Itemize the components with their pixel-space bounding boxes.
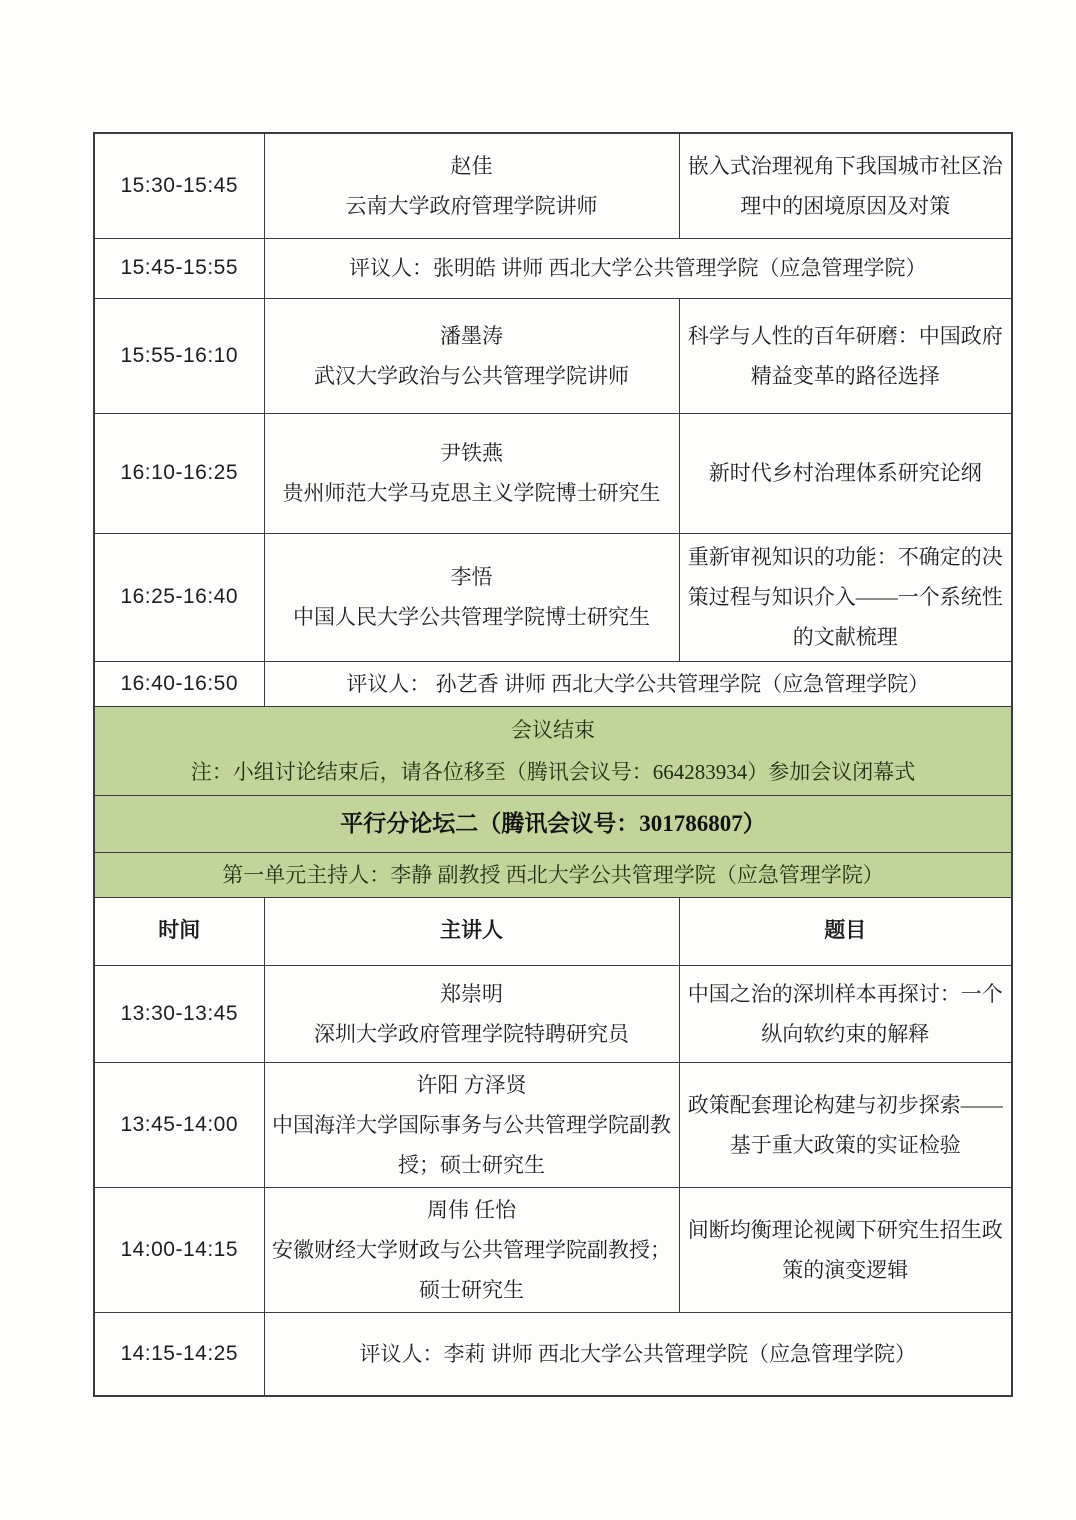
review-row [94,1312,1012,1396]
session-row [94,133,1012,238]
speaker-affiliation: 武汉大学政治与公共管理学院讲师 [314,363,629,388]
session-row [94,965,1012,1062]
time-cell: 16:10-16:25 [94,413,264,533]
topic-cell: 间断均衡理论视阈下研究生招生政策的演变逻辑 [679,1187,1012,1312]
speaker-affiliation: 云南大学政府管理学院讲师 [345,193,598,218]
header-topic: 题目 [679,897,1012,965]
speaker-cell [264,1062,679,1187]
closing-title: 会议结束 [511,717,595,742]
topic-cell: 中国之治的深圳样本再探讨：一个纵向软约束的解释 [679,965,1012,1062]
session-row [94,413,1012,533]
speaker-affiliation: 中国人民大学公共管理学院博士研究生 [293,605,650,629]
forum2-banner-row [94,795,1012,852]
speaker-cell [264,133,679,238]
closing-note: 注：小组讨论结束后，请各位移至（腾讯会议号：664283934）参加会议闭幕式 [190,759,916,784]
topic-cell: 政策配套理论构建与初步探索——基于重大政策的实证检验 [679,1062,1012,1187]
session-row [94,533,1012,661]
closing-notice-cell [94,706,1012,795]
speaker-affiliation: 安徽财经大学财政与公共管理学院副教授；硕士研究生 [272,1237,671,1302]
forum2-moderator: 第一单元主持人：李静 副教授 西北大学公共管理学院（应急管理学院） [94,852,1012,897]
speaker-affiliation: 中国海洋大学国际事务与公共管理学院副教授；硕士研究生 [272,1112,671,1177]
session-row [94,1187,1012,1312]
speaker-name: 李悟 [450,565,493,589]
speaker-cell [264,298,679,413]
closing-notice-row [94,706,1012,795]
time-cell: 15:45-15:55 [94,238,264,298]
time-cell: 13:45-14:00 [94,1062,264,1187]
forum2-banner: 平行分论坛二（腾讯会议号：301786807） [94,795,1012,852]
review-row [94,661,1012,706]
header-time: 时间 [94,897,264,965]
speaker-name: 周伟 任怡 [426,1197,517,1222]
session-row [94,1062,1012,1187]
time-cell: 14:15-14:25 [94,1312,264,1396]
speaker-cell [264,533,679,661]
time-cell: 13:30-13:45 [94,965,264,1062]
forum2-moderator-row [94,852,1012,897]
reviewer-cell: 评议人：张明皓 讲师 西北大学公共管理学院（应急管理学院） [264,238,1012,298]
speaker-affiliation: 贵州师范大学马克思主义学院博士研究生 [282,481,661,505]
speaker-name: 郑崇明 [440,981,503,1006]
speaker-name: 许阳 方泽贤 [416,1072,527,1097]
time-cell: 15:30-15:45 [94,133,264,238]
speaker-name: 尹铁燕 [440,441,503,465]
speaker-name: 赵佳 [450,153,493,178]
speaker-cell [264,965,679,1062]
reviewer-cell: 评议人： 孙艺香 讲师 西北大学公共管理学院（应急管理学院） [264,661,1012,706]
topic-cell: 科学与人性的百年研磨：中国政府精益变革的路径选择 [679,298,1012,413]
reviewer-cell: 评议人：李莉 讲师 西北大学公共管理学院（应急管理学院） [264,1312,1012,1396]
header-speaker: 主讲人 [264,897,679,965]
session-row [94,298,1012,413]
schedule-table [93,132,1013,1397]
speaker-cell [264,413,679,533]
speaker-affiliation: 深圳大学政府管理学院特聘研究员 [314,1021,629,1046]
table-header-row [94,897,1012,965]
review-row [94,238,1012,298]
speaker-cell [264,1187,679,1312]
time-cell: 16:25-16:40 [94,533,264,661]
time-cell: 16:40-16:50 [94,661,264,706]
speaker-name: 潘墨涛 [440,323,503,348]
time-cell: 14:00-14:15 [94,1187,264,1312]
topic-cell: 新时代乡村治理体系研究论纲 [679,413,1012,533]
time-cell: 15:55-16:10 [94,298,264,413]
topic-cell: 嵌入式治理视角下我国城市社区治理中的困境原因及对策 [679,133,1012,238]
topic-cell: 重新审视知识的功能：不确定的决策过程与知识介入——一个系统性的文献梳理 [679,533,1012,661]
